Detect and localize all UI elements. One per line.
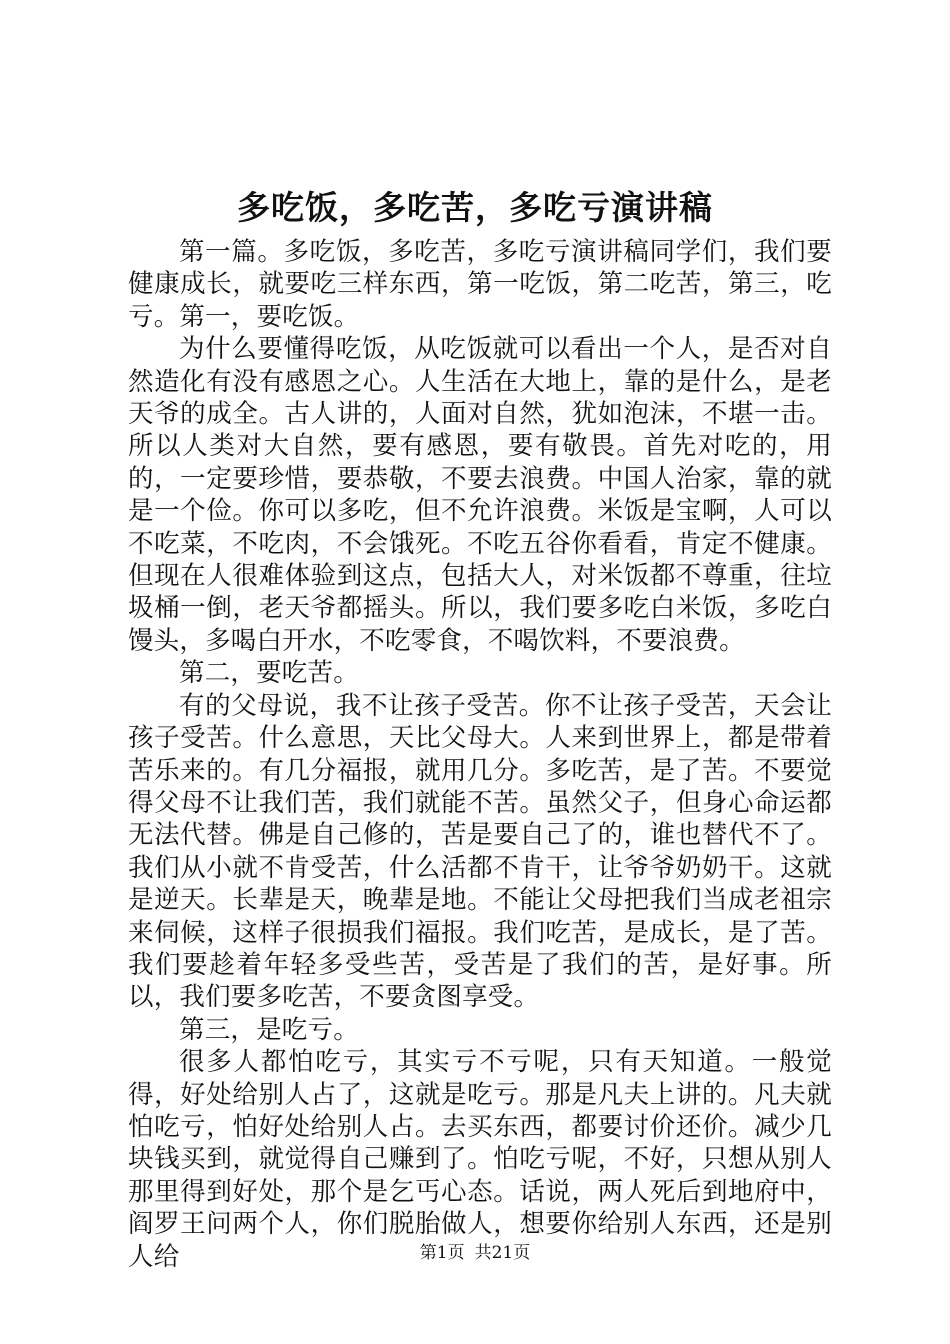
document-title: 多吃饭，多吃苦，多吃亏演讲稿 — [237, 188, 713, 227]
paragraph-1: 第一篇。多吃饭，多吃苦，多吃亏演讲稿同学们，我们要健康成长，就要吃三样东西，第一吃饭，第二吃苦，第三，吃亏。第一，要吃饭。 — [128, 237, 832, 332]
page-number-current: 第1页 — [419, 1243, 465, 1263]
page-number-total: 共21页 — [474, 1243, 531, 1263]
paragraph-2: 为什么要懂得吃饭，从吃饭就可以看出一个人，是否对自然造化有没有感恩之心。人生活在大地上，靠的是什么，是老天爷的成全。古人讲的，人面对自然，犹如泡沫，不堪一击。所以人类对大自然，要有感恩，要有敬畏。首先对吃的，用的，一定要珍惜，要恭敬，不要去浪费。中国人治家，靠的就是一个俭。你可以多吃，但不允许浪费。米饭是宝啊，人可以不吃菜，不吃肉，不会饿死。不吃五谷你看看，肯定不健康。但现在人很难体验到这点，包括大人，对米饭都不尊重，往垃圾桶一倒，老天爷都摇头。所以，我们要多吃白米饭，多吃白馒头，多喝白开水，不吃零食，不喝饮料，不要浪费。 — [128, 334, 832, 656]
section-heading-2: 第二，要吃苦。 — [179, 658, 359, 689]
paragraph-3: 有的父母说，我不让孩子受苦。你不让孩子受苦，天会让孩子受苦。什么意思，天比父母大。人来到世界上，都是带着苦乐来的。有几分福报，就用几分。多吃苦，是了苦。不要觉得父母不让我们苦，我们就能不苦。虽然父子，但身心命运都无法代替。佛是自己修的，苦是要自己了的，谁也替代不了。我们从小就不肯受苦，什么活都不肯干，让爷爷奶奶干。这就是逆天。长辈是天，晚辈是地。不能让父母把我们当成老祖宗来伺候，这样子很损我们福报。我们吃苦，是成长，是了苦。我们要趁着年轻多受些苦，受苦是了我们的苦，是好事。所以，我们要多吃苦，不要贪图享受。 — [128, 690, 832, 1013]
section-heading-3: 第三，是吃亏。 — [179, 1014, 359, 1045]
document-body — [128, 236, 832, 1273]
page-footer — [0, 1242, 950, 1264]
paragraph-4: 很多人都怕吃亏，其实亏不亏呢，只有天知道。一般觉得，好处给别人占了，这就是吃亏。那是凡夫上讲的。凡夫就怕吃亏，怕好处给别人占。去买东西，都要讨价还价。减少几块钱买到，就觉得自己赚到了。怕吃亏呢，不好，只想从别人那里得到好处，那个是乞丐心态。话说，两人死后到地府中，阎罗王问两个人，你们脱胎做人，想要你给别人东西，还是别人给 — [128, 1047, 832, 1272]
